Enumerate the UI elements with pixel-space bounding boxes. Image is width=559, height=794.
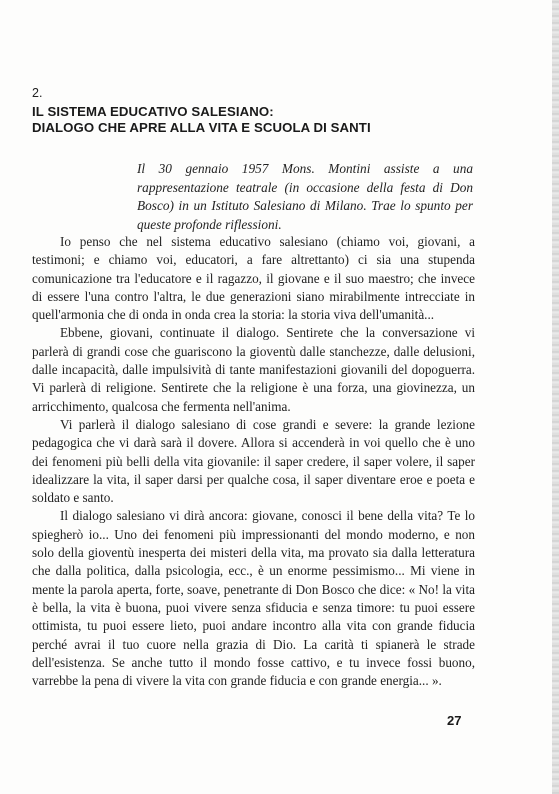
paragraph: Ebbene, giovani, continuate il dialogo. Sentirete che la conversazione vi parlerà di grandi cose che guariscono la gioventù dalle stanchezze, dalle delusioni, dalle incapacità, dalle impulsività di tante manifestazioni giovanili del dopoguerra. Vi parlerà di religione. Sentirete che la religione è una forza, una giovinezza, un arricchimento, qualcosa che fermenta nell'anima. xyxy=(32,325,475,414)
chapter-number: 2. xyxy=(32,86,43,100)
page-number: 27 xyxy=(447,713,462,728)
paragraph: Io penso che nel sistema educativo salesiano (chiamo voi, giovani, a testimoni; e chiamo voi, educatori, a fare altrettanto) ci sia una stupenda comunicazione tra l'educatore e il ragazzo, il giovane e il suo maestro; che invece di essere l'una contro l'altra, le due generazioni siano mirabilmente intrecciate in quell'armonia che di onda in onda crea la storia: la storia viva dell'umanità... xyxy=(32,234,475,323)
epigraph: Il 30 gennaio 1957 Mons. Montini assiste a una rappresentazione teatrale (in occasione della festa di Don Bosco) in un Istituto Salesiano di Milano. Trae lo spunto per queste profonde riflessioni. xyxy=(137,161,473,232)
paragraph: Vi parlerà il dialogo salesiano di cose grandi e severe: la grande lezione pedagogica che vi darà sarà il dovere. Allora si accenderà in voi quello che è uno dei fenomeni più belli della vita giovanile: il saper credere, il saper volere, il saper idealizzare la vita, il saper darsi per qualche cosa, il saper diventare eroe e poeta e soldato e santo. xyxy=(32,416,475,506)
paragraph: Il dialogo salesiano vi dirà ancora: giovane, conosci il bene della vita? Te lo spiegherò io... Uno dei fenomeni più impressionanti del mondo moderno, e non solo della gioventù inesperta dei misteri della vita, ma provato sia dalla letteratura che dalla politica, dalla psicologia, ecc., è un enorme pessimismo... Mi viene in mente la parola aperta, forte, soave, penetrante di Don Bosco che dice: « No! la vita è bella, la vita è buona, puoi vivere senza sfiducia e senza timore: tu puoi essere ottimista, tu puoi essere lieto, puoi andare incontro alla vita con grande fiducia perché avrai il tuo cuore nella grazia di Dio. La carità ti spianerà le strade dell'esistenza. Se anche tutto il mondo fosse cattivo, e tu invece fossi buono, varrebbe la pena di vivere la vita con grande fiducia e con grande energia... ». xyxy=(32,508,475,689)
chapter-title-line-1: IL SISTEMA EDUCATIVO SALESIANO: xyxy=(32,104,274,119)
body-text xyxy=(32,233,475,690)
chapter-title-line-2: DIALOGO CHE APRE ALLA VITA E SCUOLA DI SANTI xyxy=(32,120,371,135)
scan-edge xyxy=(552,0,559,794)
chapter-title xyxy=(32,104,532,136)
